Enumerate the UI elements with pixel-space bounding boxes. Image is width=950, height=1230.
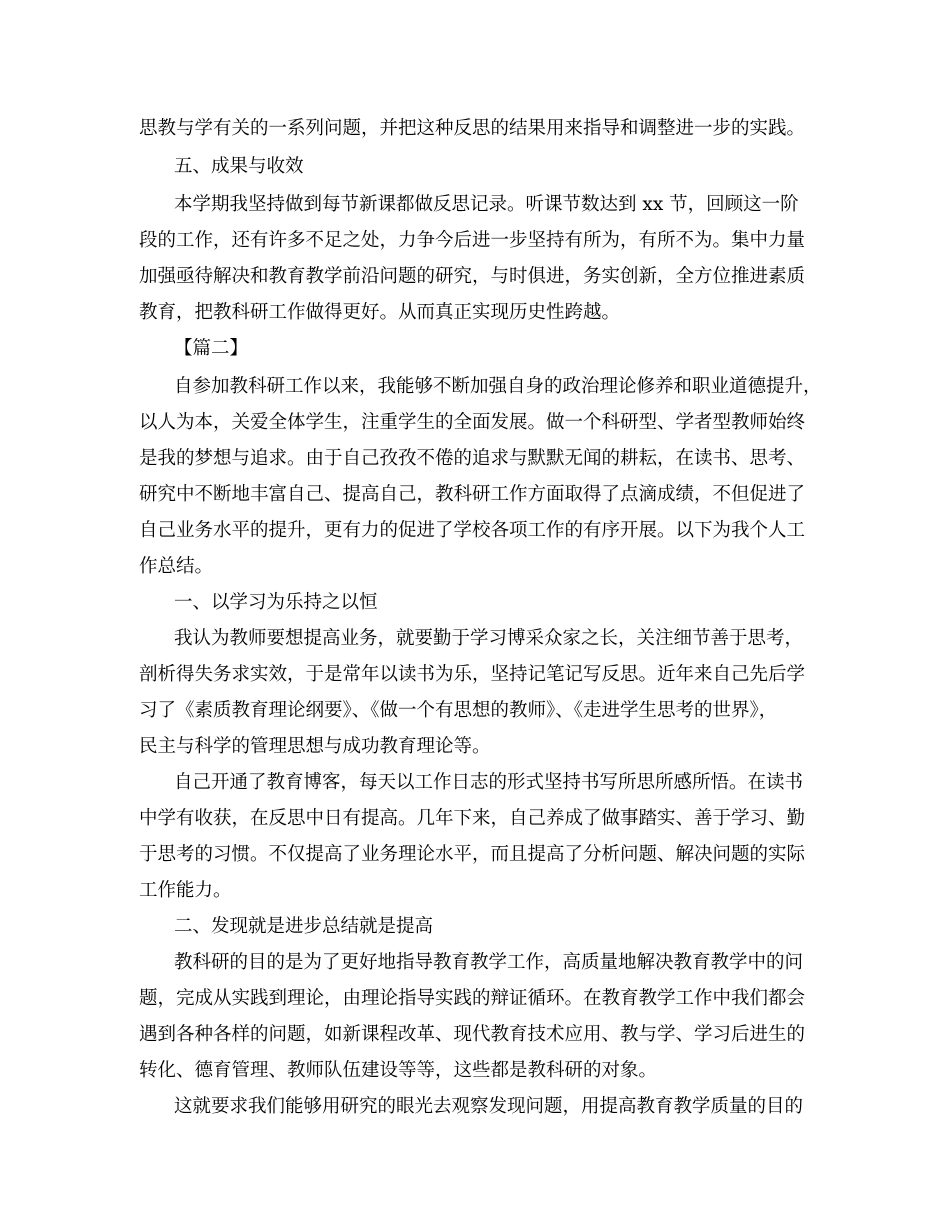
- section-heading: 一、以学习为乐持之以恒: [174, 592, 378, 613]
- paragraph-line: 本学期我坚持做到每节新课都做反思记录。听课节数达到 xx 节，回顾这一阶: [174, 194, 799, 215]
- paragraph-line: 习了《素质教育理论纲要》、《做一个有思想的教师》、《走进学生思考的世界》，: [139, 700, 778, 721]
- paragraph-line: 研究中不断地丰富自己、提高自己，教科研工作方面取得了点滴成绩，不但促进了: [139, 484, 806, 505]
- paragraph-line: 题，完成从实践到理论，由理论指导实践的辩证循环。在教育教学工作中我们都会: [139, 988, 806, 1009]
- paragraph-line: 中学有收获，在反思中日有提高。几年下来，自己养成了做事踏实、善于学习、勤: [139, 808, 806, 829]
- paragraph-line: 加强亟待解决和教育教学前沿问题的研究，与时俱进，务实创新，全方位推进素质: [139, 266, 806, 287]
- paragraph-line: 这就要求我们能够用研究的眼光去观察发现问题，用提高教育教学质量的目的: [174, 1096, 804, 1117]
- paragraph-line: 作总结。: [139, 556, 214, 577]
- paragraph-line: 工作能力。: [139, 880, 232, 901]
- paragraph-line: 思教与学有关的一系列问题，并把这种反思的结果用来指导和调整进一步的实践。: [139, 118, 806, 139]
- paragraph-line: 是我的梦想与追求。由于自己孜孜不倦的追求与默默无闻的耕耘，在读书、思考、: [139, 448, 806, 469]
- paragraph-line: 自己业务水平的提升，更有力的促进了学校各项工作的有序开展。以下为我个人工: [139, 520, 806, 541]
- paragraph-line: 我认为教师要想提高业务，就要勤于学习博采众家之长，关注细节善于思考，: [174, 628, 804, 649]
- paragraph-line: 遇到各种各样的问题，如新课程改革、现代教育技术应用、教与学、学习后进生的: [139, 1024, 806, 1045]
- section-heading: 二、发现就是进步总结就是提高: [174, 916, 434, 937]
- paragraph-line: 教育，把教科研工作做得更好。从而真正实现历史性跨越。: [139, 302, 621, 323]
- paragraph-line: 以人为本，关爱全体学生，注重学生的全面发展。做一个科研型、学者型教师始终: [139, 412, 806, 433]
- paragraph-line: 段的工作，还有许多不足之处，力争今后进一步坚持有所为，有所不为。集中力量: [139, 230, 806, 251]
- section-heading: 五、成果与收效: [174, 156, 304, 177]
- paragraph-line: 自参加教科研工作以来，我能够不断加强自身的政治理论修养和职业道德提升，: [174, 376, 822, 397]
- paragraph-line: 民主与科学的管理思想与成功教育理论等。: [139, 736, 491, 757]
- section-heading: 【篇二】: [174, 338, 249, 359]
- paragraph-line: 于思考的习惯。不仅提高了业务理论水平，而且提高了分析问题、解决问题的实际: [139, 844, 806, 865]
- paragraph-line: 自己开通了教育博客，每天以工作日志的形式坚持书写所思所感所悟。在读书: [174, 772, 804, 793]
- paragraph-line: 剖析得失务求实效，于是常年以读书为乐，坚持记笔记写反思。近年来自己先后学: [139, 664, 806, 685]
- paragraph-line: 教科研的目的是为了更好地指导教育教学工作，高质量地解决教育教学中的问: [174, 952, 804, 973]
- paragraph-line: 转化、德育管理、教师队伍建设等等，这些都是教科研的对象。: [139, 1060, 658, 1081]
